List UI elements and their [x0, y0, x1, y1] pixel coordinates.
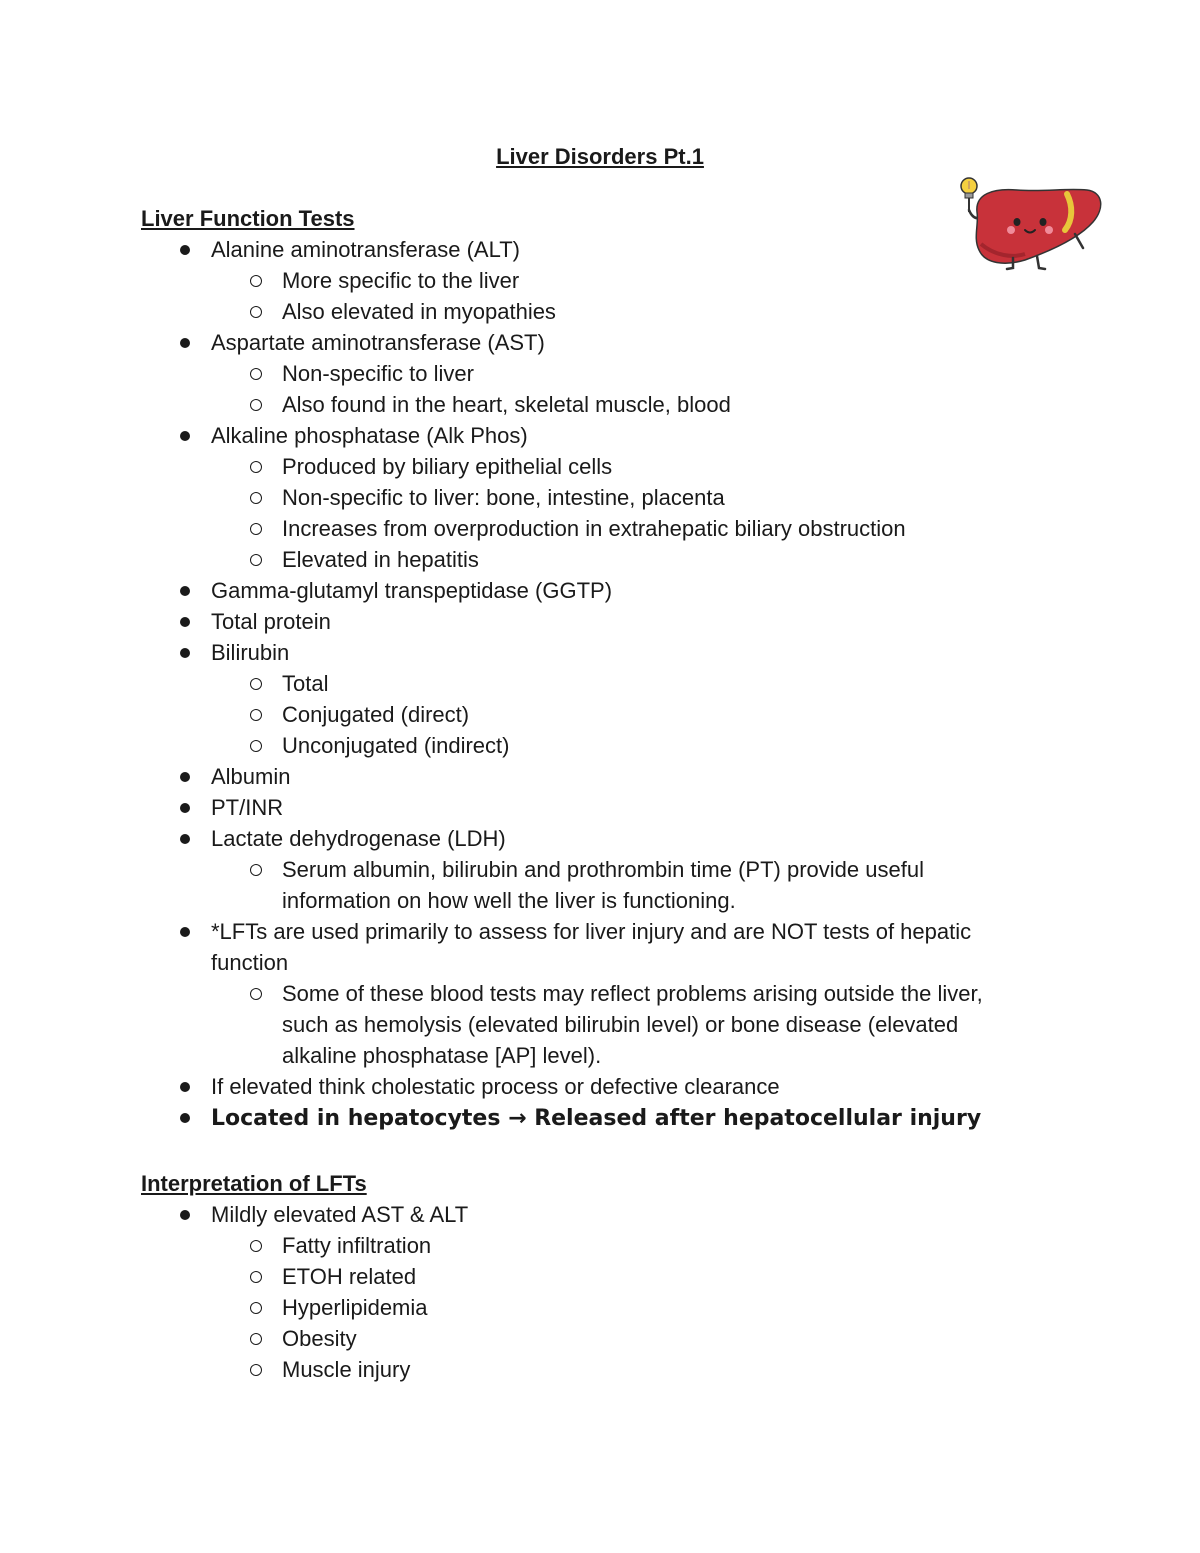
item-text: Aspartate aminotransferase (AST)	[211, 330, 545, 355]
sub-bullet-item	[0, 544, 1200, 575]
sub-bullet-item	[0, 451, 1200, 482]
section-heading-interpretation-of-lfts: Interpretation of LFTs	[141, 1171, 367, 1196]
hollow-bullet-icon	[247, 1230, 265, 1261]
bullet-item	[0, 761, 1200, 792]
item-text: PT/INR	[211, 795, 284, 820]
item-text: Alanine aminotransferase (ALT)	[211, 237, 520, 262]
item-text: information on how well the liver is functioning.	[282, 888, 736, 913]
hollow-bullet-icon	[247, 668, 265, 699]
item-text: Also found in the heart, skeletal muscle, blood	[282, 392, 731, 417]
hollow-bullet-icon	[247, 978, 265, 1009]
item-text: Albumin	[211, 764, 291, 789]
lightbulb-icon	[961, 178, 977, 212]
item-text: *LFTs are used primarily to assess for liver injury and are NOT tests of hepatic	[211, 919, 972, 944]
sub-bullet-item	[0, 854, 1200, 885]
item-text: alkaline phosphatase [AP] level).	[282, 1043, 602, 1068]
hollow-bullet-icon	[247, 389, 265, 420]
hollow-bullet-icon	[247, 513, 265, 544]
item-text: Located in hepatocytes → Released after hepatocellular injury	[211, 1106, 982, 1131]
item-text: Muscle injury	[282, 1357, 411, 1382]
filled-bullet-icon	[176, 823, 194, 854]
filled-bullet-icon	[176, 420, 194, 451]
hollow-bullet-icon	[247, 482, 265, 513]
item-text: Elevated in hepatitis	[282, 547, 479, 572]
item-text: Lactate dehydrogenase (LDH)	[211, 826, 506, 851]
item-text: Obesity	[282, 1326, 357, 1351]
bullet-item	[0, 606, 1200, 637]
sub-bullet-item	[0, 978, 1200, 1009]
filled-bullet-icon	[176, 575, 194, 606]
filled-bullet-icon	[176, 761, 194, 792]
item-text: Mildly elevated AST & ALT	[211, 1202, 469, 1227]
hollow-bullet-icon	[247, 296, 265, 327]
bullet-item	[0, 327, 1200, 358]
item-text: Non-specific to liver	[282, 361, 474, 386]
bullet-item	[0, 1071, 1200, 1102]
sub-bullet-item	[0, 885, 1200, 916]
item-text: Alkaline phosphatase (Alk Phos)	[211, 423, 528, 448]
item-text: Serum albumin, bilirubin and prothrombin time (PT) provide useful	[282, 857, 924, 882]
item-text: Also elevated in myopathies	[282, 299, 556, 324]
filled-bullet-icon	[176, 234, 194, 265]
hollow-bullet-icon	[247, 544, 265, 575]
item-text: Some of these blood tests may reflect problems arising outside the liver,	[282, 981, 983, 1006]
hollow-bullet-icon	[247, 358, 265, 389]
liver-function-tests-list	[0, 234, 1200, 1134]
hollow-bullet-icon	[247, 730, 265, 761]
sub-bullet-item	[0, 1009, 1200, 1040]
filled-bullet-icon	[176, 327, 194, 358]
item-text: Non-specific to liver: bone, intestine, placenta	[282, 485, 725, 510]
filled-bullet-icon	[176, 792, 194, 823]
bullet-item	[0, 637, 1200, 668]
sub-bullet-item	[0, 482, 1200, 513]
item-text: function	[211, 950, 289, 975]
bullet-item	[0, 1102, 1200, 1134]
item-text: Conjugated (direct)	[282, 702, 470, 727]
hollow-bullet-icon	[247, 1354, 265, 1385]
hollow-bullet-icon	[247, 1323, 265, 1354]
bullet-item	[0, 420, 1200, 451]
sub-bullet-item	[0, 296, 1200, 327]
item-text: Produced by biliary epithelial cells	[282, 454, 613, 479]
sub-bullet-item	[0, 668, 1200, 699]
item-text: If elevated think cholestatic process or defective clearance	[211, 1074, 780, 1099]
bullet-item	[0, 792, 1200, 823]
hollow-bullet-icon	[247, 699, 265, 730]
cartoon-liver-icon	[955, 172, 1105, 272]
sub-bullet-item	[0, 1261, 1200, 1292]
item-text: Bilirubin	[211, 640, 290, 665]
bullet-item	[0, 1199, 1200, 1230]
bullet-item	[0, 823, 1200, 854]
filled-bullet-icon	[176, 637, 194, 668]
hollow-bullet-icon	[247, 265, 265, 296]
item-text: Increases from overproduction in extrahepatic biliary obstruction	[282, 516, 906, 541]
item-text: Total	[282, 671, 329, 696]
hollow-bullet-icon	[247, 1261, 265, 1292]
sub-bullet-item	[0, 1230, 1200, 1261]
bullet-item	[0, 575, 1200, 606]
sub-bullet-item	[0, 513, 1200, 544]
item-text: Hyperlipidemia	[282, 1295, 428, 1320]
bullet-item	[0, 947, 1200, 978]
item-text: Unconjugated (indirect)	[282, 733, 510, 758]
page-title: Liver Disorders Pt.1	[496, 144, 704, 169]
filled-bullet-icon	[176, 1199, 194, 1230]
sub-bullet-item	[0, 1292, 1200, 1323]
hollow-bullet-icon	[247, 1292, 265, 1323]
item-text: Gamma-glutamyl transpeptidase (GGTP)	[211, 578, 613, 603]
sub-bullet-item	[0, 1323, 1200, 1354]
item-text: Total protein	[211, 609, 331, 634]
sub-bullet-item	[0, 1040, 1200, 1071]
item-text: More specific to the liver	[282, 268, 520, 293]
hollow-bullet-icon	[247, 451, 265, 482]
sub-bullet-item	[0, 730, 1200, 761]
item-text: ETOH related	[282, 1264, 417, 1289]
filled-bullet-icon	[176, 606, 194, 637]
item-text: such as hemolysis (elevated bilirubin level) or bone disease (elevated	[282, 1012, 959, 1037]
section-heading-liver-function-tests: Liver Function Tests	[141, 206, 355, 231]
sub-bullet-item	[0, 1354, 1200, 1385]
filled-bullet-icon	[176, 916, 194, 947]
bullet-item	[0, 916, 1200, 947]
item-text: Fatty infiltration	[282, 1233, 432, 1258]
filled-bullet-icon	[176, 1102, 194, 1133]
sub-bullet-item	[0, 389, 1200, 420]
sub-bullet-item	[0, 699, 1200, 730]
interpretation-list	[0, 1199, 1200, 1385]
filled-bullet-icon	[176, 1071, 194, 1102]
sub-bullet-item	[0, 358, 1200, 389]
hollow-bullet-icon	[247, 854, 265, 885]
